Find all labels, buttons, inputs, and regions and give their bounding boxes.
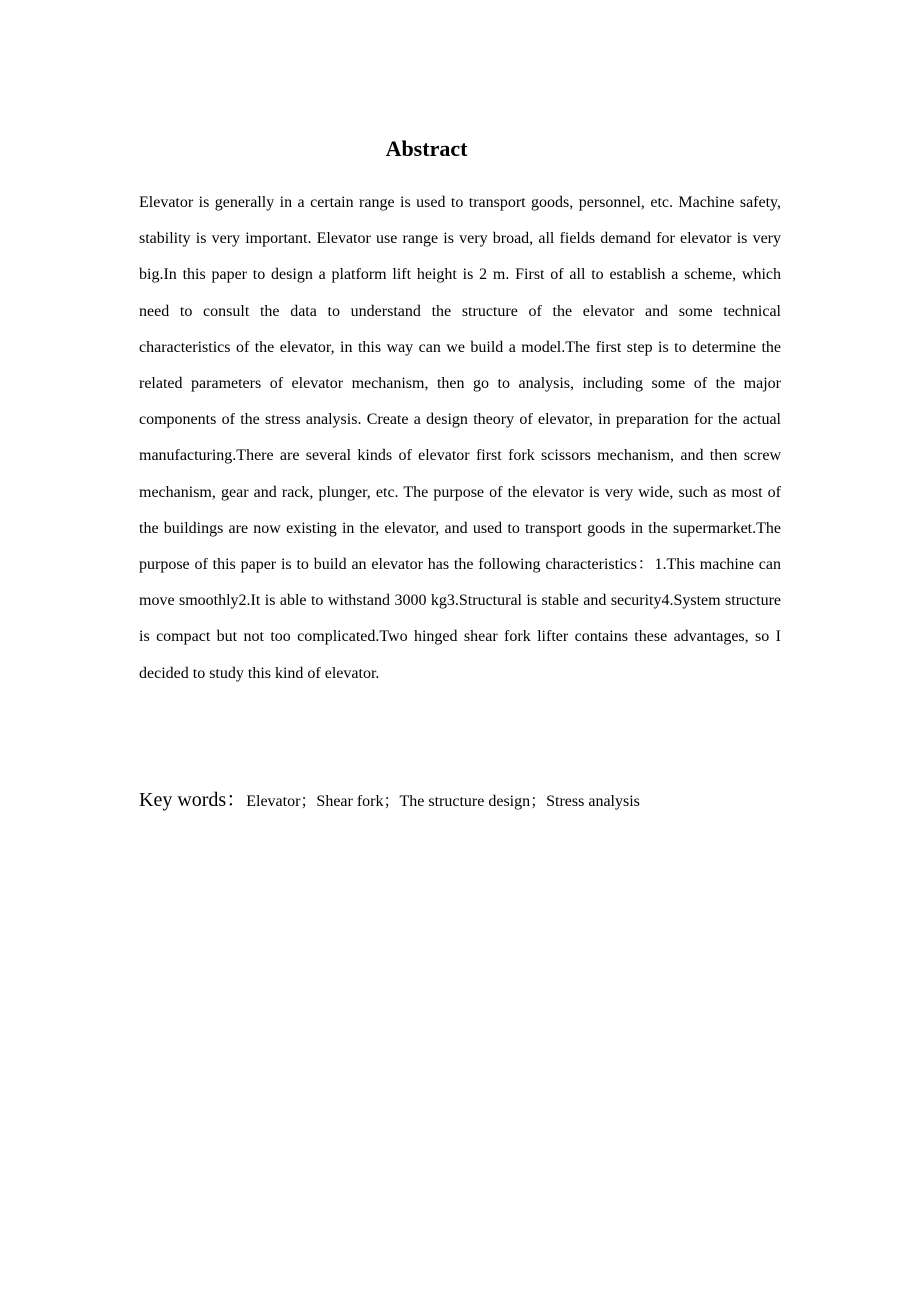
keywords-line	[139, 785, 781, 817]
keywords-label: Key words：	[139, 789, 247, 811]
abstract-title: Abstract	[385, 136, 468, 161]
abstract-body: Elevator is generally in a certain range is used to transport goods, personnel, etc. Machine safety, stability is very important. Elevator use range is very broad, all fields demand for elevator is very big.In this paper to design a platform lift height is 2 m. First of all to establish a scheme, which need to consult the data to understand the structure of the elevator and some technical characteristics of the elevator, in this way can we build a model.The first step is to determine the related parameters of elevator mechanism, then go to analysis, including some of the major components of the stress analysis. Create a design theory of elevator, in preparation for the actual manufacturing.There are several kinds of elevator first fork scissors mechanism, and then screw mechanism, gear and rack, plunger, etc. The purpose of the elevator is very wide, such as most of the buildings are now existing in the elevator, and used to transport goods in the supermarket.The purpose of this paper is to build an elevator has the following characteristics：1.This machine can move smoothly2.It is able to withstand 3000 kg3.Structural is stable and security4.System structure is compact but not too complicated.Two hinged shear fork lifter contains these advantages, so I decided to study this kind of elevator.	[139, 194, 781, 682]
keywords-list: Elevator；Shear fork；The structure design；Stress analysis	[246, 793, 640, 810]
